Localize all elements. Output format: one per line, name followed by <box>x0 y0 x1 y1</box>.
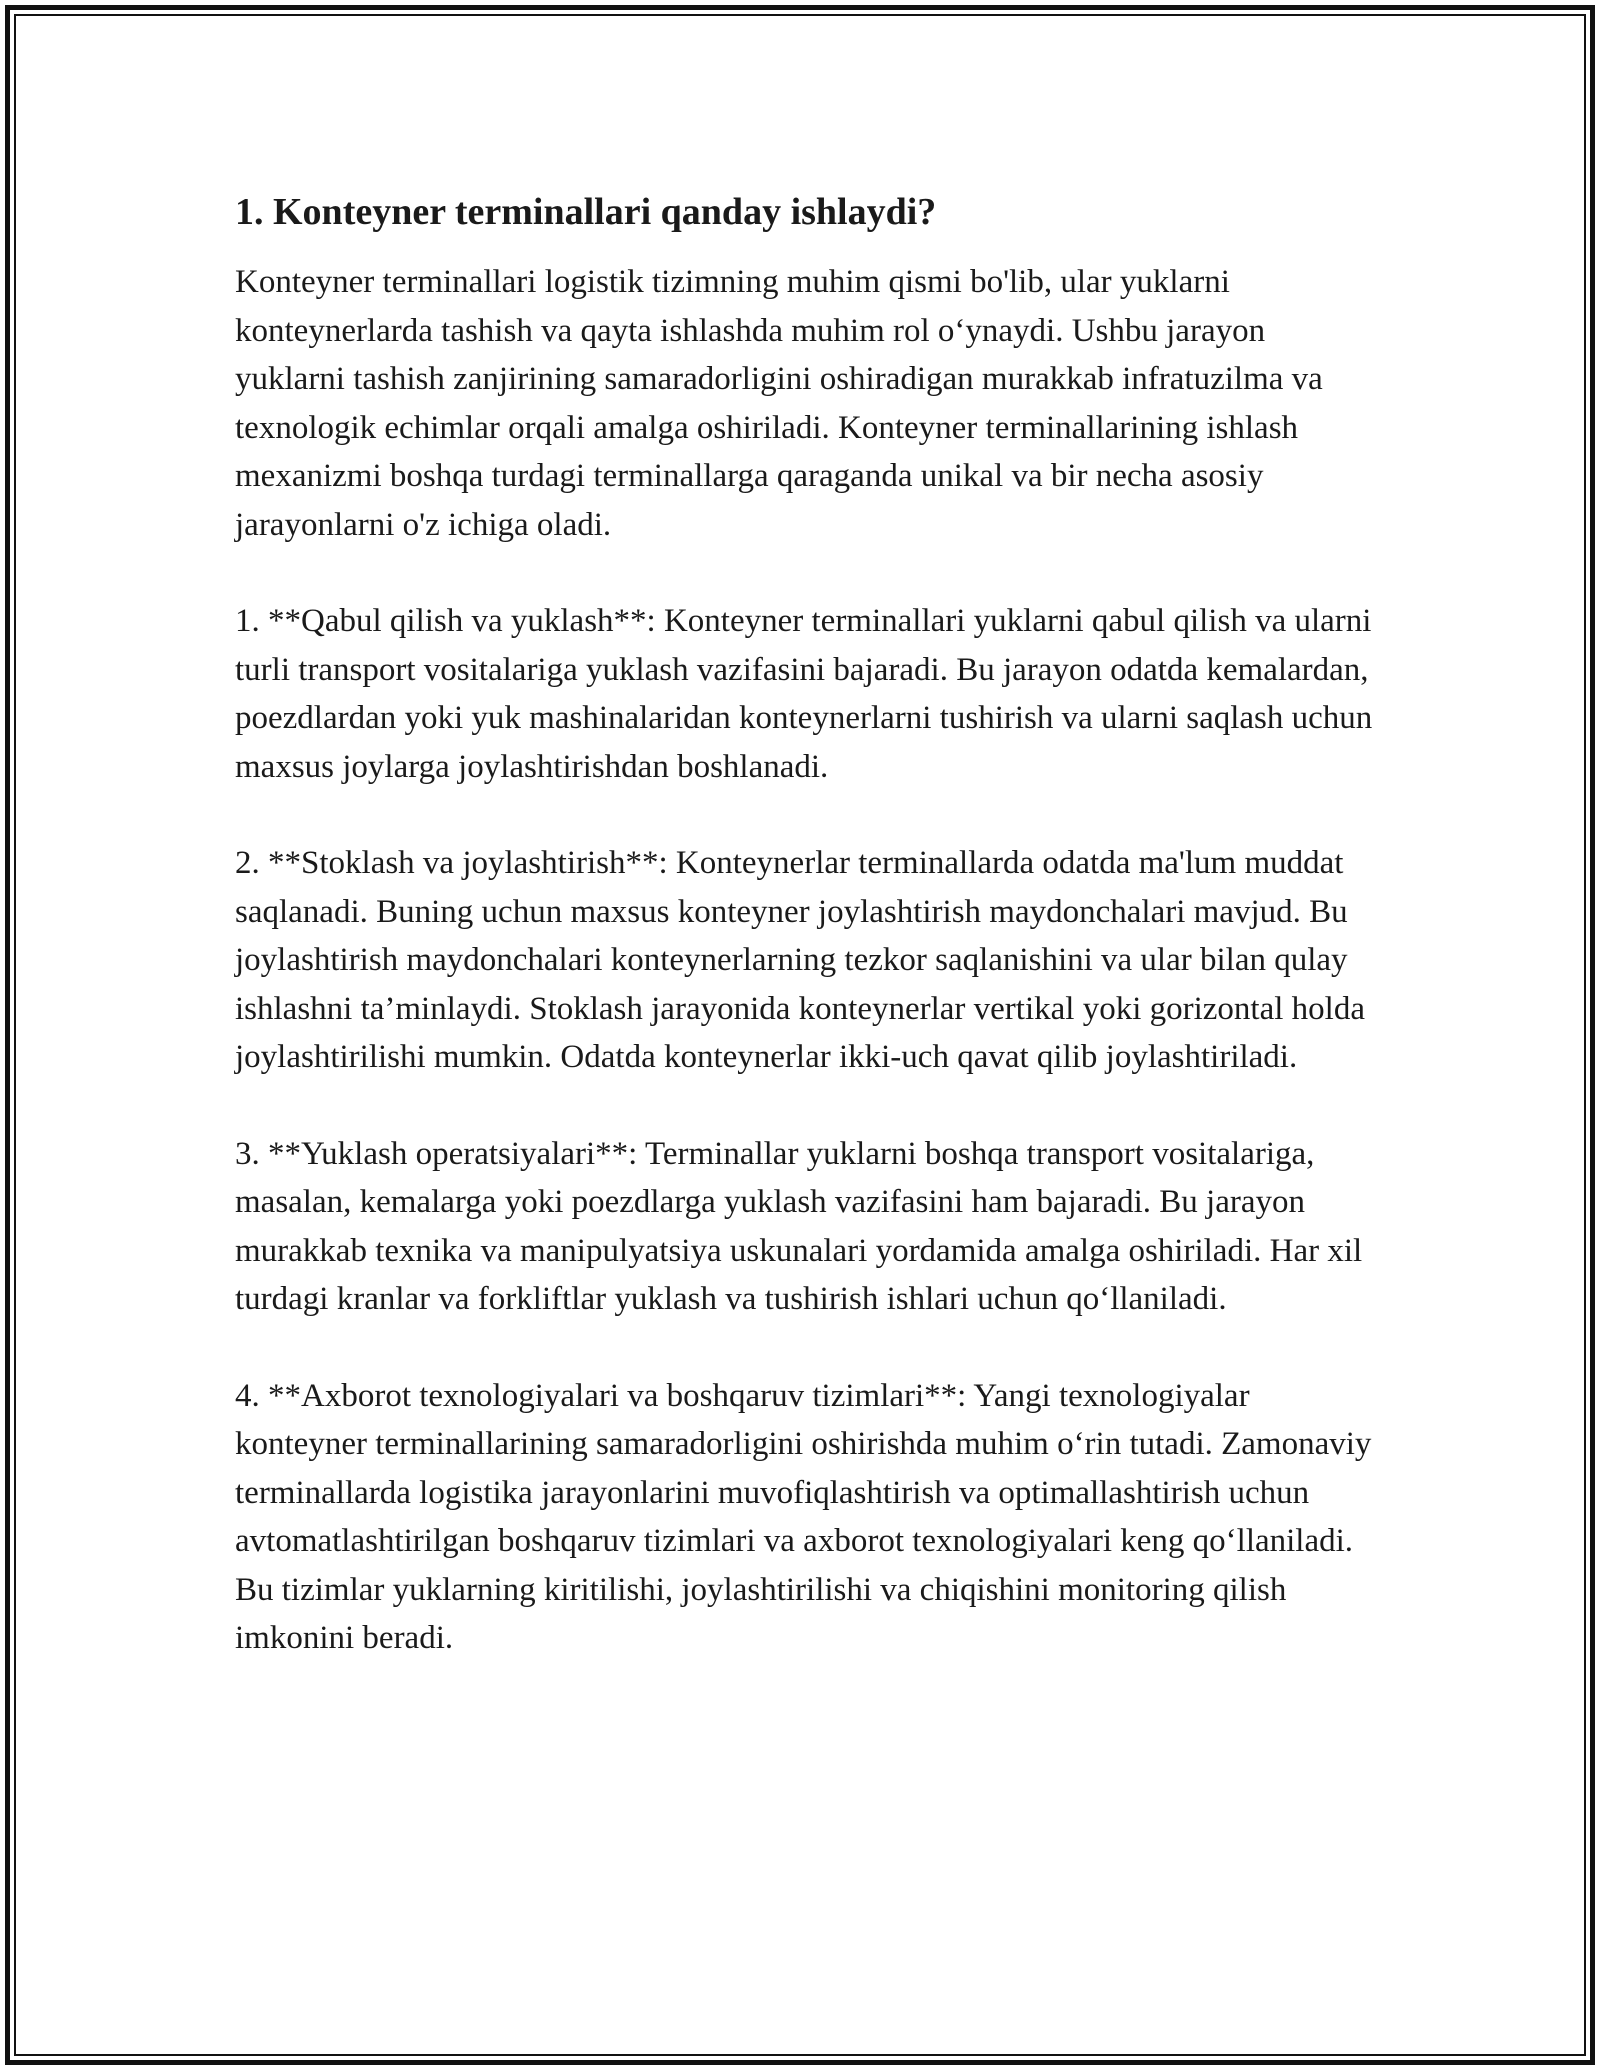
point-paragraph-4: 4. **Axborot texnologiyalari va boshqaruv tizimlari**: Yangi texnologiyalar konteyner terminallarining samaradorligini oshirishda muhim o‘rin tutadi. Zamonaviy terminallarda logistika jarayonlarini muvofiqlashtirish va optimallashtirish uchun avtomatlashtirilgan boshqaruv tizimlari va axborot texnologiyalari keng qo‘llaniladi. Bu tizimlar yuklarning kiritilishi, joylashtirilishi va chiqishini monitoring qilish imkonini beradi. <box>235 1377 1372 1656</box>
point-paragraph-3: 3. **Yuklash operatsiyalari**: Terminallar yuklarni boshqa transport vositalariga, masalan, kemalarga yoki poezdlarga yuklash vazifasini ham bajaradi. Bu jarayon murakkab texnika va manipulyatsiya uskunalari yordamida amalga oshiriladi. Har xil turdagi kranlar va forkliftlar yuklash va tushirish ishlari uchun qo‘llaniladi. <box>235 1135 1363 1317</box>
document-body <box>235 180 1375 1711</box>
point-paragraph-1: 1. **Qabul qilish va yuklash**: Konteyner terminallari yuklarni qabul qilish va ularni turli transport vositalariga yuklash vazifasini bajaradi. Bu jarayon odatda kemalardan, poezdlardan yoki yuk mashinalaridan konteynerlarni tushirish va ularni saqlash uchun maxsus joylarga joylashtirishdan boshlanadi. <box>235 603 1373 785</box>
point-paragraph-2: 2. **Stoklash va joylashtirish**: Konteynerlar terminallarda odatda ma'lum muddat saqlanadi. Buning uchun maxsus konteyner joylashtirish maydonchalari mavjud. Bu joylashtirish maydonchalari konteynerlarning tezkor saqlanishini va ular bilan qulay ishlashni ta’minlaydi. Stoklash jarayonida konteynerlar vertikal yoki gorizontal holda joylashtirilishi mumkin. Odatda konteynerlar ikki-uch qavat qilib joylashtiriladi. <box>235 845 1365 1075</box>
section-heading: 1. Konteyner terminallari qanday ishlaydi? <box>235 191 937 233</box>
intro-paragraph: Konteyner terminallari logistik tizimning muhim qismi bo'lib, ular yuklarni konteynerlarda tashish va qayta ishlashda muhim rol o‘ynaydi. Ushbu jarayon yuklarni tashish zanjirining samaradorligini oshiradigan murakkab infratuzilma va texnologik echimlar orqali amalga oshiriladi. Konteyner terminallarining ishlash mexanizmi boshqa turdagi terminallarga qaraganda unikal va bir necha asosiy jarayonlarni o'z ichiga oladi. <box>235 264 1323 543</box>
